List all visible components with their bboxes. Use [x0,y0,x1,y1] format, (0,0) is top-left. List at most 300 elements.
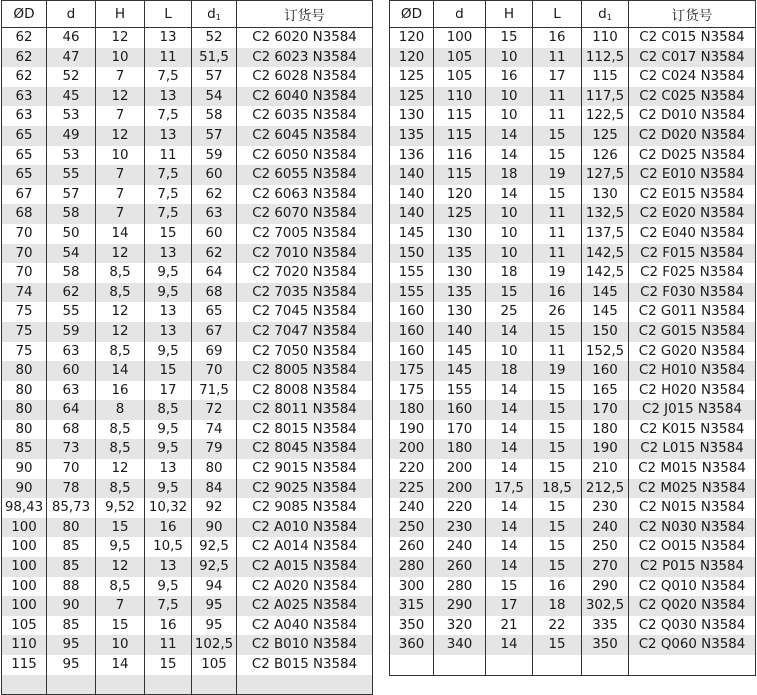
table-row [390,185,756,205]
cell-d1: 142,5 [582,244,629,264]
cell-d1: 62 [192,244,237,264]
cell-order-code: C2 8008 N3584 [237,381,373,401]
cell-height: 12 [96,126,145,146]
cell-inner-diameter: 55 [47,302,96,322]
table-row [390,283,756,303]
cell-outer-diameter: 70 [2,224,47,244]
cell-d1: 110 [582,28,629,48]
cell-inner-diameter: 145 [434,342,486,362]
table-row [390,224,756,244]
table-row [2,283,373,303]
cell-order-code: C2 N030 N3584 [629,518,756,538]
cell-height: 14 [486,322,533,342]
table-row [2,322,373,342]
cell-d1: 130 [582,185,629,205]
cell-d1: 59 [192,146,237,166]
table-row [390,87,756,107]
cell-inner-diameter: 80 [47,518,96,538]
cell-inner-diameter: 280 [434,577,486,597]
cell-height: 14 [486,185,533,205]
cell-length: 11 [533,204,582,224]
cell-order-code: C2 6050 N3584 [237,146,373,166]
cell-inner-diameter: 290 [434,596,486,616]
cell-height: 8,5 [96,439,145,459]
cell-length: 15 [533,557,582,577]
cell-d1: 60 [192,224,237,244]
table-row [2,165,373,185]
cell-height: 15 [96,518,145,538]
filler-cell [47,675,96,695]
cell-outer-diameter: 250 [390,518,434,538]
cell-height: 15 [486,577,533,597]
cell-d1: 72 [192,400,237,420]
cell-d1: 240 [582,518,629,538]
cell-length: 9,5 [145,263,192,283]
cell-length: 7,5 [145,106,192,126]
cell-order-code: C2 C024 N3584 [629,67,756,87]
cell-d1: 105 [192,655,237,675]
cell-length: 9,5 [145,439,192,459]
table-row [2,518,373,538]
cell-height: 7 [96,67,145,87]
cell-inner-diameter: 90 [47,596,96,616]
cell-d1: 57 [192,126,237,146]
cell-d1: 68 [192,283,237,303]
cell-inner-diameter: 320 [434,616,486,636]
cell-order-code: C2 6063 N3584 [237,185,373,205]
cell-height: 17,5 [486,479,533,499]
cell-inner-diameter: 63 [47,342,96,362]
cell-length: 19 [533,263,582,283]
cell-height: 14 [486,537,533,557]
cell-order-code: C2 7035 N3584 [237,283,373,303]
cell-d1: 95 [192,616,237,636]
cell-outer-diameter: 63 [2,87,47,107]
cell-outer-diameter: 300 [390,577,434,597]
cell-inner-diameter: 95 [47,655,96,675]
cell-length: 18,5 [533,479,582,499]
header-d1-subscript: 1 [606,13,612,22]
cell-length: 15 [533,498,582,518]
cell-outer-diameter: 80 [2,361,47,381]
cell-order-code: C2 D025 N3584 [629,146,756,166]
cell-outer-diameter: 140 [390,204,434,224]
cell-outer-diameter: 74 [2,283,47,303]
cell-d1: 150 [582,322,629,342]
cell-inner-diameter: 85 [47,557,96,577]
header-height: H [96,1,145,28]
cell-inner-diameter: 68 [47,420,96,440]
table-row [2,361,373,381]
cell-height: 14 [486,126,533,146]
table-row [390,439,756,459]
filler-cell [582,655,629,675]
cell-height: 14 [486,459,533,479]
cell-outer-diameter: 190 [390,420,434,440]
cell-length: 15 [533,400,582,420]
cell-inner-diameter: 135 [434,283,486,303]
cell-inner-diameter: 145 [434,361,486,381]
dimension-table-right [389,0,756,676]
cell-inner-diameter: 140 [434,322,486,342]
cell-outer-diameter: 160 [390,322,434,342]
cell-length: 15 [533,635,582,655]
cell-outer-diameter: 125 [390,87,434,107]
header-length: L [145,1,192,28]
table-row [2,596,373,616]
cell-outer-diameter: 75 [2,302,47,322]
cell-outer-diameter: 140 [390,165,434,185]
cell-height: 15 [486,283,533,303]
cell-inner-diameter: 85 [47,537,96,557]
table-row [390,557,756,577]
cell-height: 10 [486,224,533,244]
cell-height: 7 [96,596,145,616]
cell-length: 15 [145,655,192,675]
cell-height: 8 [96,400,145,420]
cell-length: 9,5 [145,420,192,440]
cell-length: 10,32 [145,498,192,518]
cell-d1: 115 [582,67,629,87]
cell-outer-diameter: 65 [2,165,47,185]
cell-inner-diameter: 340 [434,635,486,655]
cell-d1: 69 [192,342,237,362]
cell-outer-diameter: 280 [390,557,434,577]
cell-order-code: C2 G015 N3584 [629,322,756,342]
cell-length: 9,5 [145,283,192,303]
cell-order-code: C2 7020 N3584 [237,263,373,283]
cell-inner-diameter: 125 [434,204,486,224]
filler-cell [237,675,373,695]
cell-order-code: C2 E015 N3584 [629,185,756,205]
cell-inner-diameter: 85 [47,616,96,636]
cell-outer-diameter: 90 [2,479,47,499]
cell-outer-diameter: 175 [390,361,434,381]
cell-inner-diameter: 105 [434,67,486,87]
cell-d1: 54 [192,87,237,107]
cell-inner-diameter: 200 [434,479,486,499]
cell-order-code: C2 9085 N3584 [237,498,373,518]
cell-height: 14 [486,635,533,655]
cell-height: 18 [486,165,533,185]
cell-length: 13 [145,557,192,577]
cell-inner-diameter: 52 [47,67,96,87]
cell-height: 15 [486,28,533,48]
table-row [2,557,373,577]
cell-height: 14 [486,146,533,166]
filler-cell [533,655,582,675]
cell-outer-diameter: 75 [2,322,47,342]
cell-outer-diameter: 225 [390,479,434,499]
cell-order-code: C2 C017 N3584 [629,48,756,68]
table-row [2,420,373,440]
cell-inner-diameter: 59 [47,322,96,342]
cell-outer-diameter: 260 [390,537,434,557]
cell-length: 13 [145,28,192,48]
cell-inner-diameter: 100 [434,28,486,48]
cell-outer-diameter: 85 [2,439,47,459]
table-row [2,342,373,362]
header-d1 [192,1,237,28]
filler-cell [390,655,434,675]
cell-length: 11 [533,342,582,362]
cell-d1: 350 [582,635,629,655]
cell-outer-diameter: 140 [390,185,434,205]
header-d1-subscript: 1 [215,13,221,22]
filler-cell [192,675,237,695]
cell-order-code: C2 8045 N3584 [237,439,373,459]
cell-length: 13 [145,126,192,146]
cell-height: 12 [96,244,145,264]
cell-d1: 80 [192,459,237,479]
cell-inner-diameter: 45 [47,87,96,107]
cell-length: 15 [533,146,582,166]
cell-height: 12 [96,322,145,342]
cell-order-code: C2 D020 N3584 [629,126,756,146]
cell-height: 14 [486,498,533,518]
cell-outer-diameter: 75 [2,342,47,362]
table-row [2,479,373,499]
cell-length: 16 [533,28,582,48]
table-row [390,420,756,440]
cell-length: 7,5 [145,204,192,224]
cell-d1: 190 [582,439,629,459]
table-row [2,87,373,107]
cell-length: 19 [533,361,582,381]
cell-outer-diameter: 67 [2,185,47,205]
table-row [2,263,373,283]
table-row [390,263,756,283]
cell-inner-diameter: 70 [47,459,96,479]
cell-inner-diameter: 95 [47,635,96,655]
cell-order-code: C2 Q020 N3584 [629,596,756,616]
cell-inner-diameter: 60 [47,361,96,381]
cell-length: 13 [145,459,192,479]
cell-inner-diameter: 85,73 [47,498,96,518]
cell-length: 7,5 [145,596,192,616]
header-d1-base: d [598,6,607,22]
cell-order-code: C2 M025 N3584 [629,479,756,499]
header-inner-diameter: d [434,1,486,28]
cell-height: 9,52 [96,498,145,518]
table-row [2,400,373,420]
cell-length: 16 [533,577,582,597]
cell-height: 12 [96,459,145,479]
cell-outer-diameter: 350 [390,616,434,636]
cell-height: 16 [96,381,145,401]
cell-length: 11 [533,224,582,244]
cell-order-code: C2 7047 N3584 [237,322,373,342]
cell-d1: 94 [192,577,237,597]
cell-order-code: C2 9025 N3584 [237,479,373,499]
cell-height: 10 [486,106,533,126]
cell-outer-diameter: 136 [390,146,434,166]
cell-inner-diameter: 53 [47,106,96,126]
cell-inner-diameter: 260 [434,557,486,577]
cell-outer-diameter: 80 [2,381,47,401]
cell-order-code: C2 Q030 N3584 [629,616,756,636]
cell-order-code: C2 H010 N3584 [629,361,756,381]
table-body-right [390,28,756,676]
cell-height: 8,5 [96,420,145,440]
cell-order-code: C2 8015 N3584 [237,420,373,440]
cell-inner-diameter: 230 [434,518,486,538]
cell-order-code: C2 7045 N3584 [237,302,373,322]
cell-outer-diameter: 360 [390,635,434,655]
cell-length: 17 [145,381,192,401]
cell-order-code: C2 9015 N3584 [237,459,373,479]
table-row [2,655,373,675]
cell-outer-diameter: 160 [390,342,434,362]
table-row [2,635,373,655]
table-row [2,439,373,459]
table-row [2,498,373,518]
cell-d1: 230 [582,498,629,518]
cell-outer-diameter: 160 [390,302,434,322]
cell-d1: 84 [192,479,237,499]
cell-inner-diameter: 105 [434,48,486,68]
cell-order-code: C2 6045 N3584 [237,126,373,146]
cell-height: 10 [486,342,533,362]
cell-d1: 302,5 [582,596,629,616]
cell-outer-diameter: 130 [390,106,434,126]
cell-d1: 210 [582,459,629,479]
cell-inner-diameter: 78 [47,479,96,499]
cell-order-code: C2 D010 N3584 [629,106,756,126]
cell-length: 9,5 [145,479,192,499]
cell-length: 15 [533,185,582,205]
table-row [390,165,756,185]
table-row [2,185,373,205]
cell-height: 8,5 [96,577,145,597]
table-row [390,106,756,126]
cell-inner-diameter: 120 [434,185,486,205]
cell-length: 17 [533,67,582,87]
cell-height: 14 [96,361,145,381]
cell-d1: 64 [192,263,237,283]
cell-outer-diameter: 100 [2,518,47,538]
cell-outer-diameter: 115 [2,655,47,675]
cell-order-code: C2 7005 N3584 [237,224,373,244]
cell-outer-diameter: 175 [390,381,434,401]
cell-height: 12 [96,302,145,322]
cell-length: 15 [533,420,582,440]
cell-outer-diameter: 100 [2,557,47,577]
cell-order-code: C2 E010 N3584 [629,165,756,185]
cell-outer-diameter: 70 [2,244,47,264]
cell-order-code: C2 A040 N3584 [237,616,373,636]
cell-d1: 117,5 [582,87,629,107]
cell-length: 13 [145,244,192,264]
table-row [390,459,756,479]
cell-height: 15 [96,616,145,636]
cell-outer-diameter: 145 [390,224,434,244]
cell-height: 17 [486,596,533,616]
cell-order-code: C2 O015 N3584 [629,537,756,557]
cell-height: 7 [96,165,145,185]
cell-inner-diameter: 55 [47,165,96,185]
filler-cell [434,655,486,675]
cell-length: 7,5 [145,67,192,87]
cell-length: 18 [533,596,582,616]
cell-inner-diameter: 49 [47,126,96,146]
cell-order-code: C2 B015 N3584 [237,655,373,675]
cell-d1: 52 [192,28,237,48]
table-row [2,224,373,244]
cell-inner-diameter: 240 [434,537,486,557]
cell-length: 11 [533,106,582,126]
cell-inner-diameter: 115 [434,106,486,126]
cell-inner-diameter: 88 [47,577,96,597]
cell-height: 10 [96,635,145,655]
cell-inner-diameter: 180 [434,439,486,459]
cell-outer-diameter: 150 [390,244,434,264]
cell-order-code: C2 7010 N3584 [237,244,373,264]
cell-d1: 57 [192,67,237,87]
header-row [2,1,373,28]
cell-length: 15 [533,518,582,538]
cell-outer-diameter: 90 [2,459,47,479]
cell-order-code: C2 7050 N3584 [237,342,373,362]
cell-height: 14 [486,400,533,420]
table-row [2,28,373,48]
cell-inner-diameter: 220 [434,498,486,518]
cell-order-code: C2 6070 N3584 [237,204,373,224]
table-row [390,322,756,342]
table-row [390,400,756,420]
cell-inner-diameter: 58 [47,204,96,224]
cell-outer-diameter: 62 [2,67,47,87]
table-row [390,498,756,518]
table-row [2,459,373,479]
table-filler-row [2,675,373,695]
table-row [390,361,756,381]
cell-order-code: C2 L015 N3584 [629,439,756,459]
header-order-code: 订货号 [629,1,756,28]
cell-d1: 270 [582,557,629,577]
cell-inner-diameter: 110 [434,87,486,107]
cell-height: 14 [486,557,533,577]
cell-order-code: C2 F030 N3584 [629,283,756,303]
cell-height: 18 [486,263,533,283]
table-row [2,48,373,68]
cell-d1: 79 [192,439,237,459]
cell-length: 8,5 [145,400,192,420]
cell-order-code: C2 M015 N3584 [629,459,756,479]
cell-length: 7,5 [145,165,192,185]
table-row [390,244,756,264]
table-row [2,381,373,401]
cell-order-code: C2 A010 N3584 [237,518,373,538]
cell-height: 9,5 [96,537,145,557]
cell-d1: 127,5 [582,165,629,185]
header-outer-diameter: ØD [2,1,47,28]
cell-length: 7,5 [145,185,192,205]
cell-length: 9,5 [145,577,192,597]
cell-order-code: C2 6028 N3584 [237,67,373,87]
cell-inner-diameter: 200 [434,459,486,479]
cell-order-code: C2 G020 N3584 [629,342,756,362]
cell-d1: 142,5 [582,263,629,283]
cell-inner-diameter: 73 [47,439,96,459]
cell-outer-diameter: 70 [2,263,47,283]
table-row [390,126,756,146]
filler-cell [629,655,756,675]
cell-order-code: C2 F025 N3584 [629,263,756,283]
cell-height: 21 [486,616,533,636]
cell-order-code: C2 C015 N3584 [629,28,756,48]
cell-height: 8,5 [96,283,145,303]
